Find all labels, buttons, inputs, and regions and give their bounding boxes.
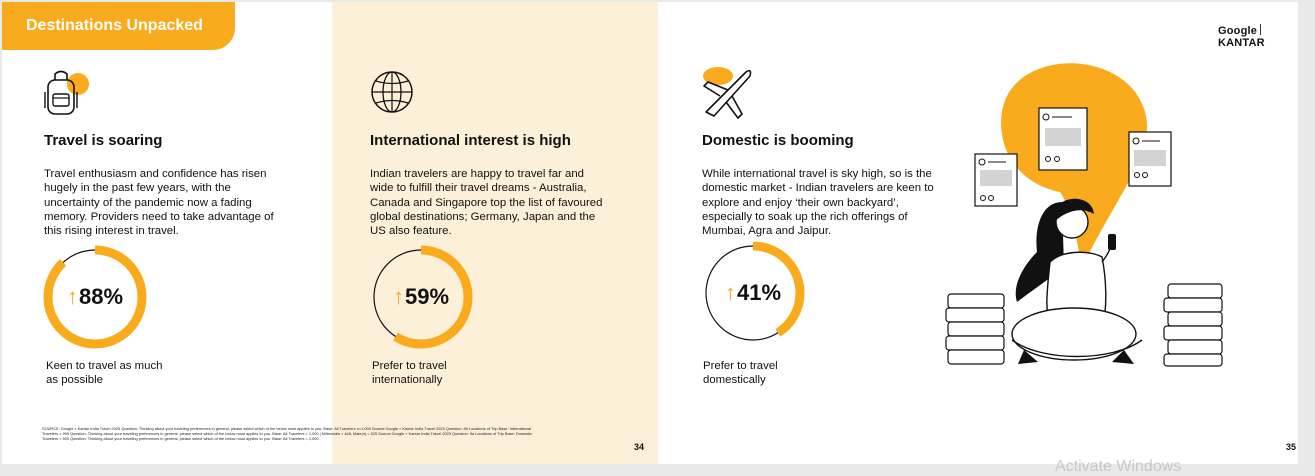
stat-value: ↑59%: [392, 284, 450, 309]
up-arrow-icon: ↑: [392, 284, 404, 309]
section-tag: Destinations Unpacked: [2, 2, 235, 50]
stat-value: ↑88%: [66, 284, 124, 309]
column-travel-soaring: [44, 62, 324, 238]
column-body: Indian travelers are happy to travel far and wide to fulfill their travel dreams - Australia, Canada and Singapore top the list of favoured global destinations; Germany, Japan and the US also feature.: [370, 168, 603, 238]
backpack-icon: [44, 62, 104, 122]
column-body: While international travel is sky high, so is the domestic market - Indian travelers are keen to explore and enjoy ‘their own backyard’, especially to soak up the rich offerings of Mumbai, Agra and Jaipur.: [702, 168, 934, 238]
globe-icon: [370, 62, 430, 122]
stat-caption: Keen to travel as much as possible: [46, 360, 163, 386]
column-title: Domestic is booming: [702, 132, 854, 149]
source-footnote: SOURCE: Google × Kantar India Travel 2025 Question: Thinking about your traveling preferences in general, please select which of the below most applies to you. Base: All Travelers n=1,000 Source:Google × Kantar India Travel 2025 Question: 8b Locations of Trip Base: International Travelers = 999 Question: Thinking about your traveling preferences in general, please select which of the below most applies to you. Base: All Travelers = 1,000 | Millennials = 448, Male(n) = 525 Source:Google × Kantar India Travel 2025 Question: 5a Locations of Trip Base: Domestic Travelers = 500 Question: Thinking about your traveling preferences in general, please select which of the below most applies to you. Base: All Travelers = 1,000: [42, 426, 533, 442]
brand-kantar: KANTAR: [1218, 37, 1265, 49]
airplane-icon: [702, 62, 762, 122]
traveler-illustration: [942, 62, 1242, 372]
stat-caption: Prefer to travel internationally: [372, 360, 447, 386]
stat-gauge: [698, 238, 808, 348]
os-activation-watermark: Activate Windows: [1055, 458, 1182, 475]
stat-gauge: [40, 242, 150, 352]
brand-google: Google: [1218, 25, 1258, 37]
column-international: [370, 62, 650, 238]
page-number-right: 35: [1286, 442, 1297, 452]
stat-gauge: [366, 242, 476, 352]
column-domestic: [702, 62, 982, 238]
brand-logo: [1218, 24, 1298, 49]
page-number-left: 34: [634, 442, 645, 452]
column-title: International interest is high: [370, 132, 571, 149]
stat-caption: Prefer to travel domestically: [703, 360, 778, 386]
brand-divider: [1260, 24, 1261, 35]
stat-value: ↑41%: [724, 280, 782, 305]
up-arrow-icon: ↑: [66, 284, 78, 309]
slide-spread: [2, 2, 1298, 464]
column-body: Travel enthusiasm and confidence has risen hugely in the past few years, with the uncertainty of the pandemic now a fading memory. Providers need to take advantage of this rising interest in travel.: [44, 168, 274, 238]
up-arrow-icon: ↑: [724, 280, 736, 305]
column-title: Travel is soaring: [44, 132, 163, 149]
